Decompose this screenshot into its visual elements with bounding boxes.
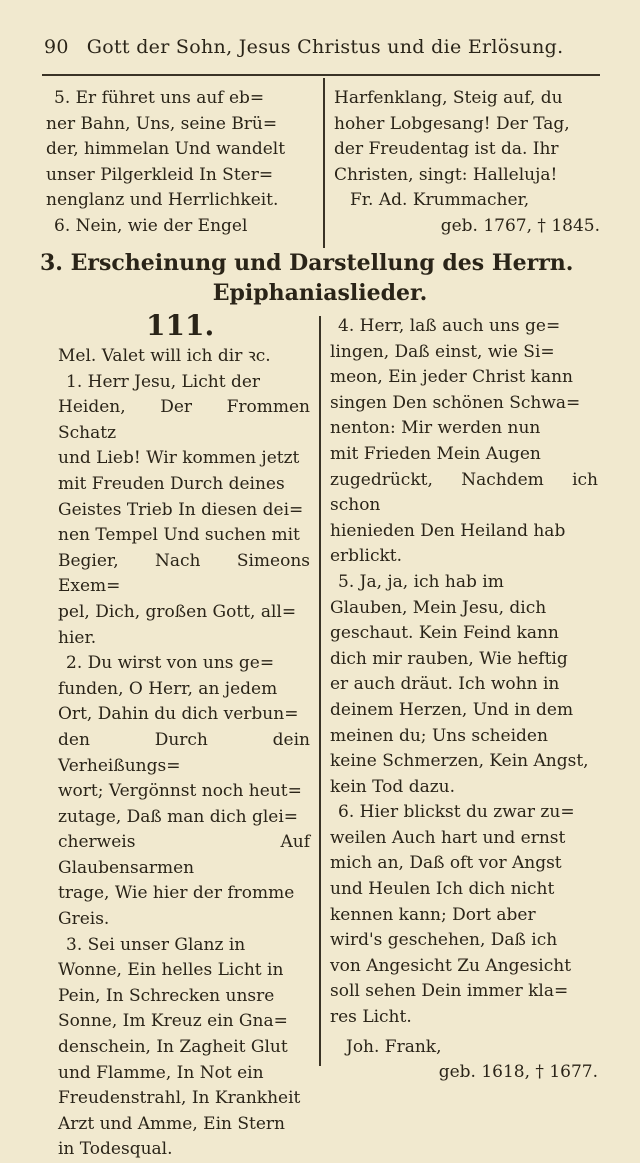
section-title: 3. Erscheinung und Darstellung des Herrn. bbox=[40, 250, 574, 276]
verse-line: funden, O Herr, an jedem bbox=[58, 678, 278, 699]
verse-line: kein Tod dazu. bbox=[330, 776, 456, 797]
verse-line: ner Bahn, Uns, seine Brü= bbox=[46, 113, 278, 134]
verse-line: unser Pilgerkleid In Ster= bbox=[46, 164, 274, 185]
verse-line: mit Freuden Durch deines bbox=[58, 473, 285, 494]
verse-line: nenglanz und Herrlichkeit. bbox=[46, 190, 279, 211]
verse-line: denschein, In Zagheit Glut bbox=[58, 1037, 288, 1058]
verse-line: 5. Ja, ja, ich hab im bbox=[338, 571, 504, 592]
verse-line: von Angesicht Zu Angesicht bbox=[330, 955, 572, 976]
running-title: Gott der Sohn, Jesus Christus und die Erlösung. bbox=[86, 36, 564, 58]
author-dates: geb. 1618, † 1677. bbox=[438, 1062, 598, 1083]
verse-line: zutage, Daß man dich glei= bbox=[58, 806, 299, 827]
verse-line: er auch dräut. Ich wohn in bbox=[330, 674, 560, 695]
verse-line: mich an, Daß oft vor Angst bbox=[330, 853, 562, 874]
verse-line: 2. Du wirst von uns ge= bbox=[66, 653, 275, 674]
verse-line: meinen du; Uns scheiden bbox=[330, 725, 548, 746]
verse-line: 6. Nein, wie der Engel bbox=[54, 215, 248, 236]
verse-line: kennen kann; Dort aber bbox=[330, 904, 536, 925]
verse-line: Heiden, Der Frommen Schatz bbox=[58, 397, 310, 443]
verse-line: 5. Er führet uns auf eb= bbox=[54, 88, 265, 108]
verse-line: trage, Wie hier der fromme bbox=[58, 883, 295, 904]
verse-line: Glauben, Mein Jesu, dich bbox=[330, 597, 547, 618]
verse-line: 6. Hier blickst du zwar zu= bbox=[338, 802, 575, 823]
verse-line: geschaut. Kein Feind kann bbox=[330, 623, 559, 644]
verse-line: in Todesqual. bbox=[58, 1139, 173, 1160]
top-left-column bbox=[46, 86, 316, 240]
verse-line: hienieden Den Heiland hab bbox=[330, 520, 566, 541]
verse-line: Ort, Dahin du dich verbun= bbox=[58, 704, 299, 725]
verse-line: 1. Herr Jesu, Licht der bbox=[66, 371, 261, 392]
section-subtitle: Epiphaniaslieder. bbox=[212, 280, 428, 306]
verse-line: zugedrückt, Nachdem ich schon bbox=[330, 469, 598, 516]
verse-line: meon, Ein jeder Christ kann bbox=[330, 367, 573, 388]
verse-line: wort; Vergönnst noch heut= bbox=[58, 781, 302, 802]
verse-line: lingen, Daß einst, wie Si= bbox=[330, 341, 555, 362]
header-rule bbox=[42, 74, 600, 76]
verse-line: pel, Dich, großen Gott, all= bbox=[58, 601, 297, 622]
section-heading bbox=[40, 248, 600, 308]
verse-line: deinem Herzen, Und in dem bbox=[330, 699, 574, 720]
right-column bbox=[330, 314, 598, 1086]
verse-line: dich mir rauben, Wie heftig bbox=[330, 648, 568, 669]
verse-line: Arzt und Amme, Ein Stern bbox=[58, 1113, 285, 1134]
author-name: Fr. Ad. Krummacher, bbox=[350, 190, 530, 211]
verse-line: hier. bbox=[58, 627, 97, 648]
verse-line: cherweis Auf Glaubensarmen bbox=[58, 832, 310, 878]
page-header bbox=[44, 36, 604, 58]
verse-line: Greis. bbox=[58, 909, 110, 930]
verse-line: nenton: Mir werden nun bbox=[330, 418, 541, 439]
column-divider-top bbox=[323, 78, 325, 248]
melody-line: Mel. Valet will ich dir ꝛc. bbox=[58, 346, 271, 366]
verse-line: Begier, Nach Simeons Exem= bbox=[58, 550, 310, 597]
verse-line: hoher Lobgesang! Der Tag, bbox=[334, 113, 570, 134]
verse-line: res Licht. bbox=[330, 1007, 412, 1028]
verse-line: singen Den schönen Schwa= bbox=[330, 392, 581, 413]
left-column bbox=[58, 344, 310, 1163]
top-right-column bbox=[334, 86, 600, 240]
verse-line: mit Frieden Mein Augen bbox=[330, 443, 541, 464]
author-name: Joh. Frank, bbox=[346, 1036, 442, 1057]
verse-line: Harfenklang, Steig auf, du bbox=[334, 88, 563, 108]
verse-line: und Heulen Ich dich nicht bbox=[330, 879, 555, 900]
verse-line: weilen Auch hart und ernst bbox=[330, 827, 566, 848]
verse-line: der Freudentag ist da. Ihr bbox=[334, 139, 559, 160]
column-divider-bottom bbox=[319, 316, 321, 1066]
verse-line: und Lieb! Wir kommen jetzt bbox=[58, 448, 300, 469]
verse-line: 4. Herr, laß auch uns ge= bbox=[338, 316, 561, 336]
verse-line: Freudenstrahl, In Krankheit bbox=[58, 1088, 301, 1109]
verse-line: und Flamme, In Not ein bbox=[58, 1062, 264, 1083]
verse-line: wird's geschehen, Daß ich bbox=[330, 930, 558, 951]
author-dates: geb. 1767, † 1845. bbox=[440, 215, 600, 236]
verse-line: erblickt. bbox=[330, 546, 403, 567]
verse-line: Sonne, Im Kreuz ein Gna= bbox=[58, 1011, 288, 1032]
verse-line: soll sehen Dein immer kla= bbox=[330, 981, 569, 1002]
hymn-number: 111. bbox=[146, 309, 215, 342]
verse-line: Christen, singt: Halleluja! bbox=[334, 164, 558, 185]
verse-line: keine Schmerzen, Kein Angst, bbox=[330, 751, 589, 772]
verse-line: Geistes Trieb In diesen dei= bbox=[58, 499, 304, 520]
verse-line: nen Tempel Und suchen mit bbox=[58, 525, 300, 546]
verse-line: Pein, In Schrecken unsre bbox=[58, 985, 275, 1006]
verse-line: 3. Sei unser Glanz in bbox=[66, 934, 246, 955]
verse-line: Wonne, Ein helles Licht in bbox=[58, 960, 284, 981]
verse-line: den Durch dein Verheißungs= bbox=[58, 729, 310, 776]
page-number: 90 bbox=[44, 36, 69, 58]
verse-line: der, himmelan Und wandelt bbox=[46, 139, 286, 160]
